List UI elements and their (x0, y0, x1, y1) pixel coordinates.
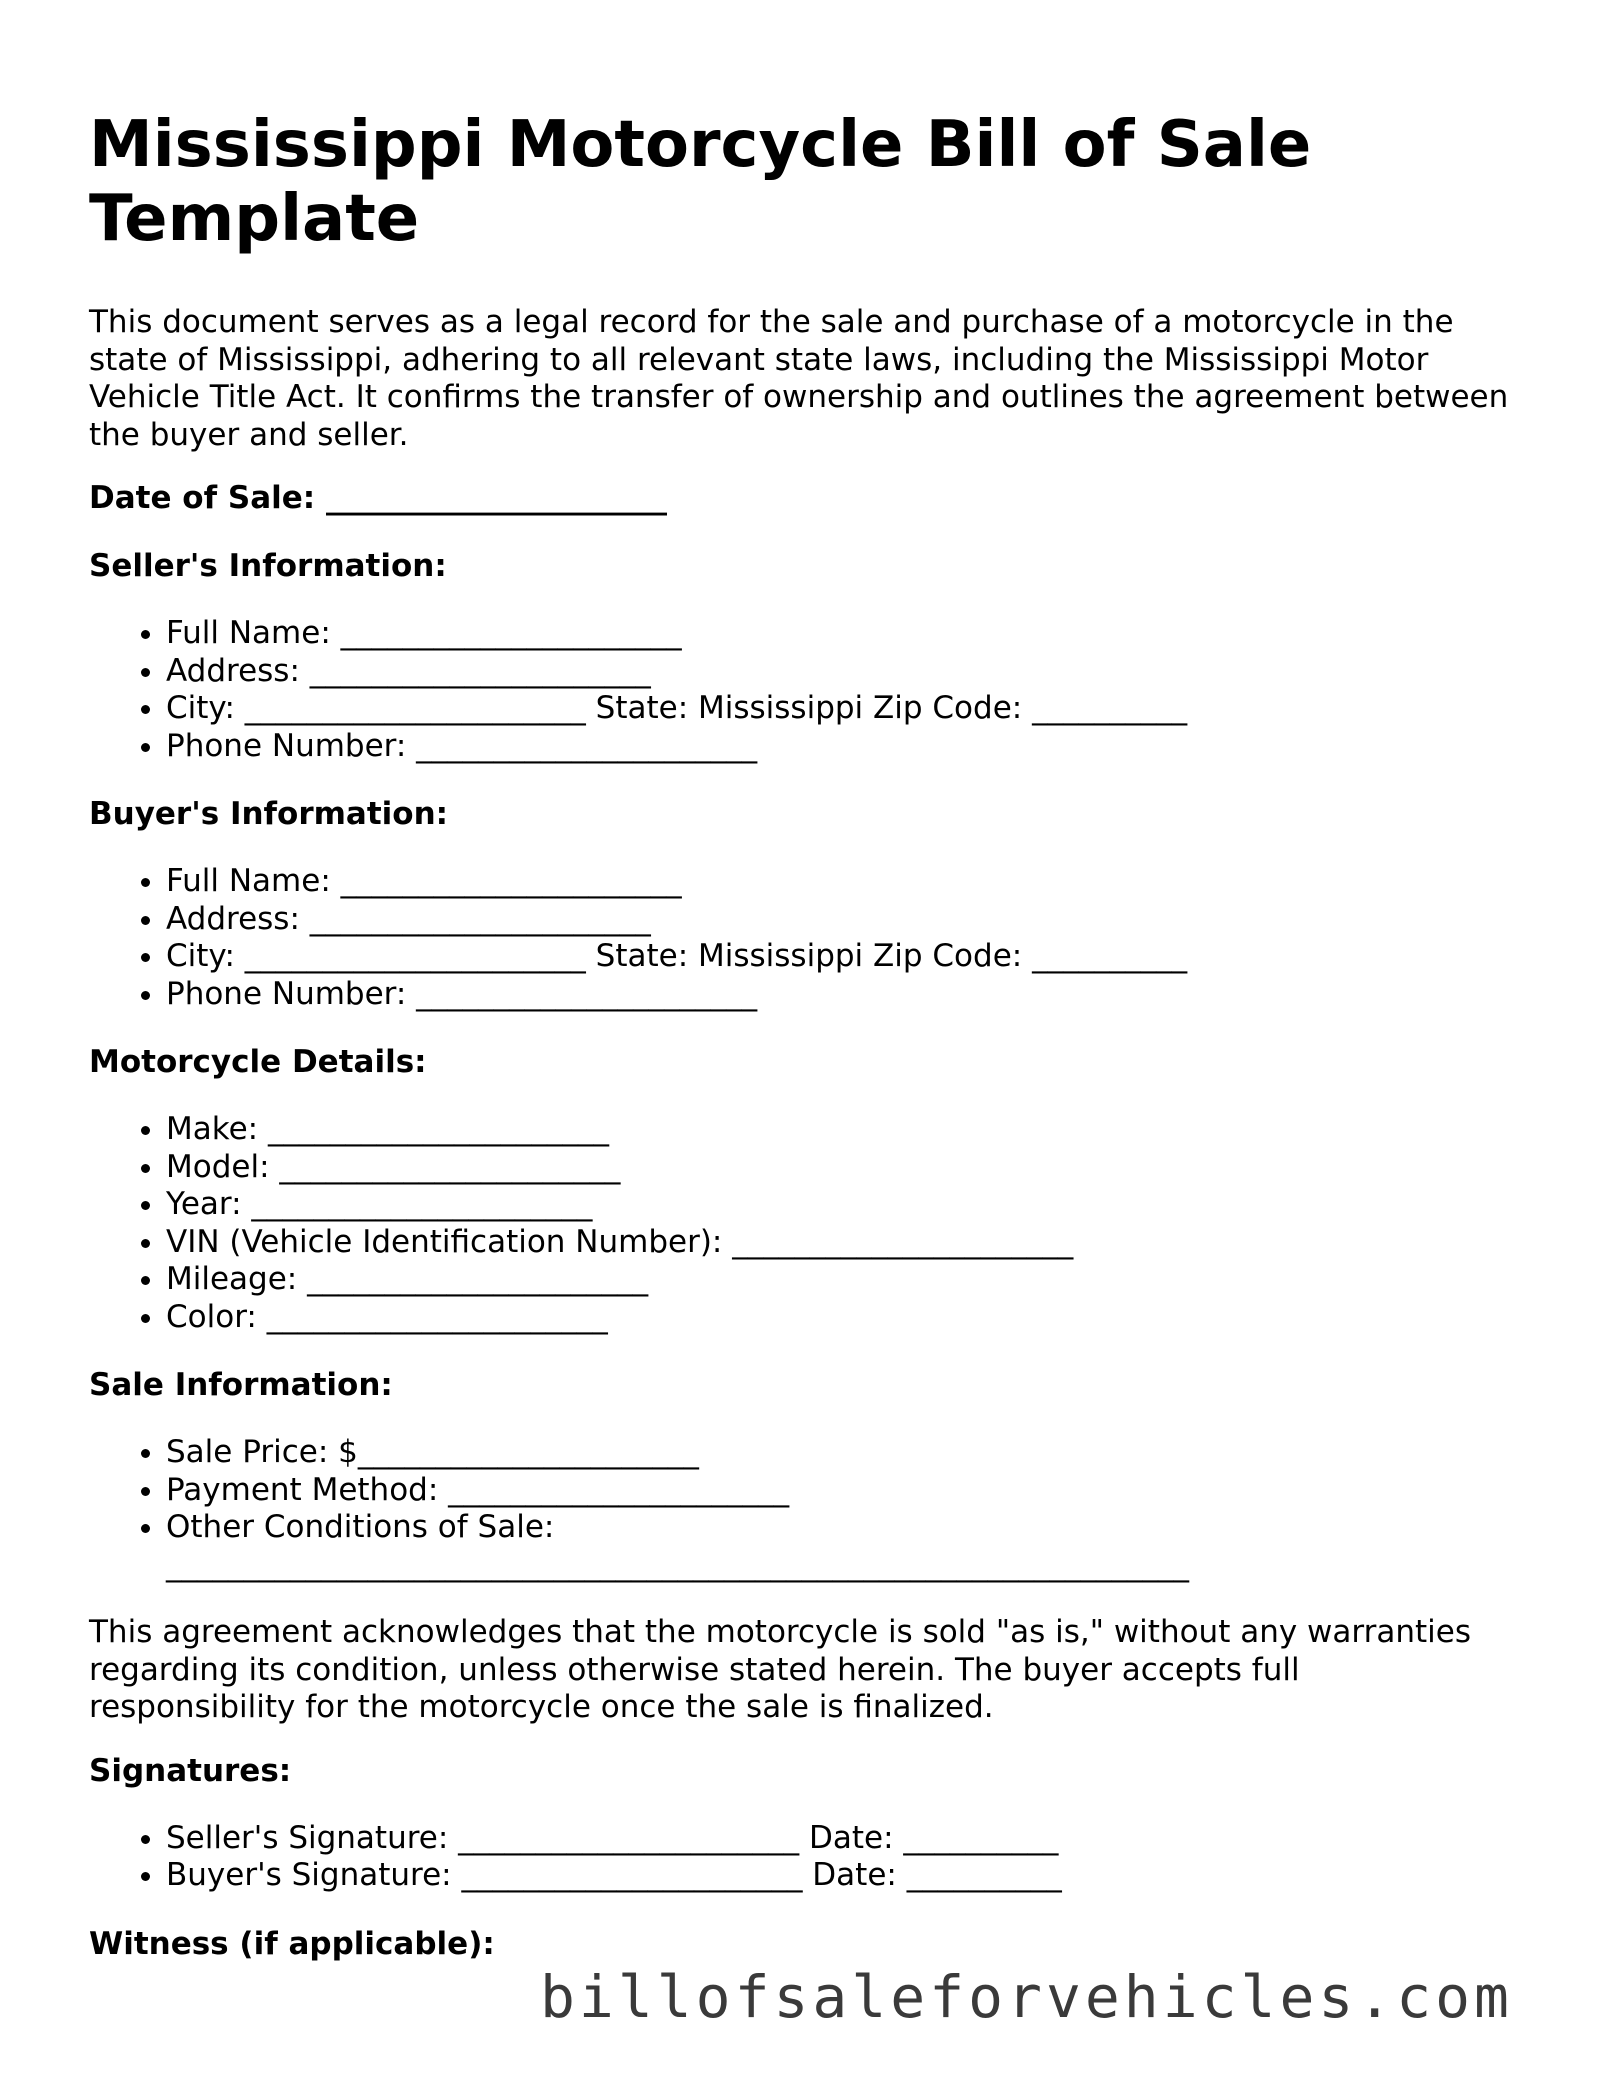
witness-heading: Witness (if applicable): (89, 1925, 495, 1962)
buyer-full-name-field[interactable]: • Full Name: ______________________ (166, 863, 1509, 901)
signatures-list (89, 1820, 1509, 1895)
sale-list (89, 1434, 1509, 1584)
other-conditions-field[interactable]: • Other Conditions of Sale: __________________________________________________________________ (166, 1509, 1509, 1584)
buyer-signature-field[interactable]: • Buyer's Signature: ______________________ Date: __________ (166, 1857, 1509, 1895)
year-field[interactable]: • Year: ______________________ (166, 1186, 1509, 1224)
color-field[interactable]: • Color: ______________________ (166, 1299, 1509, 1337)
date-of-sale-blank[interactable]: ______________________ (325, 480, 667, 516)
buyer-phone-field[interactable]: • Phone Number: ______________________ (166, 976, 1509, 1014)
vin-field[interactable]: • VIN (Vehicle Identification Number): ______________________ (166, 1224, 1509, 1262)
mileage-field[interactable]: • Mileage: ______________________ (166, 1261, 1509, 1299)
seller-address-field[interactable]: • Address: ______________________ (166, 653, 1509, 691)
buyer-city-state-zip-field[interactable]: • City: ______________________ State: Mississippi Zip Code: __________ (166, 938, 1509, 976)
seller-list (89, 615, 1509, 765)
date-of-sale-label: Date of Sale: (89, 480, 316, 516)
buyer-list (89, 863, 1509, 1013)
seller-phone-field[interactable]: • Phone Number: ______________________ (166, 728, 1509, 766)
make-field[interactable]: • Make: ______________________ (166, 1111, 1509, 1149)
seller-full-name-field[interactable]: • Full Name: ______________________ (166, 615, 1509, 653)
document-title: Mississippi Motorcycle Bill of Sale Template (89, 108, 1312, 256)
date-of-sale-line (89, 479, 1509, 517)
intro-paragraph: This document serves as a legal record for the sale and purchase of a motorcycle in the state of Mississippi, adhering to all relevant state laws, including the Mississippi Motor Vehicle Title Act. It confirms the transfer of ownership and outlines the agreement between the buyer and seller. (89, 304, 1509, 453)
payment-method-field[interactable]: • Payment Method: ______________________ (166, 1472, 1509, 1510)
sale-price-field[interactable]: • Sale Price: $______________________ (166, 1434, 1509, 1472)
signatures-heading: Signatures: (89, 1752, 292, 1789)
buyer-heading: Buyer's Information: (89, 796, 449, 832)
seller-signature-field[interactable]: • Seller's Signature: ______________________ Date: __________ (166, 1820, 1509, 1858)
seller-heading: Seller's Information: (89, 548, 447, 584)
model-field[interactable]: • Model: ______________________ (166, 1149, 1509, 1187)
site-watermark: billofsaleforvehicles.com (540, 1963, 1513, 2031)
motorcycle-heading: Motorcycle Details: (89, 1044, 427, 1080)
buyer-address-field[interactable]: • Address: ______________________ (166, 901, 1509, 939)
seller-city-state-zip-field[interactable]: • City: ______________________ State: Mississippi Zip Code: __________ (166, 690, 1509, 728)
document-page (89, 108, 1509, 1993)
agreement-paragraph: This agreement acknowledges that the motorcycle is sold "as is," without any warranties regarding its condition, unless otherwise stated herein. The buyer accepts full responsibility for the motorcycle once the sale is finalized. (89, 1614, 1471, 1725)
motorcycle-list (89, 1111, 1509, 1336)
sale-heading: Sale Information: (89, 1367, 393, 1403)
